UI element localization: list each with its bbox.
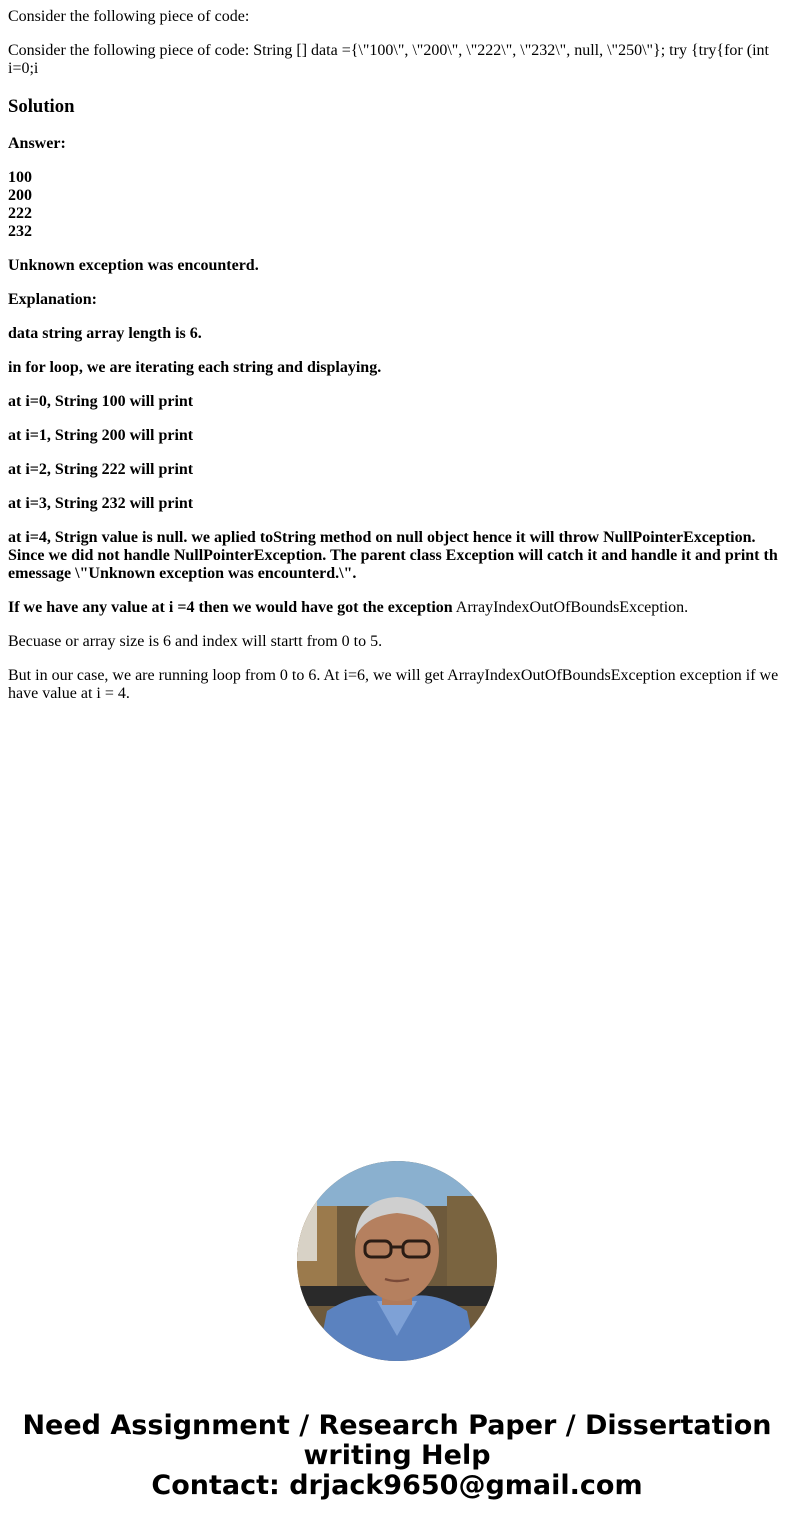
output-line: 100 <box>8 169 32 186</box>
exception-note-bold: If we have any value at i =4 then we would have got the exception <box>8 599 453 616</box>
question-title: Consider the following piece of code: <box>8 8 250 25</box>
explanation-item: at i=1, String 200 will print <box>8 427 194 444</box>
promo-banner <box>0 1411 794 1501</box>
document-body <box>0 8 794 703</box>
author-avatar <box>297 1161 497 1361</box>
explanation-item: at i=2, String 222 will print <box>8 461 194 478</box>
solution-heading: Solution <box>8 96 75 117</box>
promo-line: Need Assignment / Research Paper / Dissertation <box>22 1410 772 1441</box>
promo-section <box>0 1161 794 1501</box>
output-line: 200 <box>8 187 32 204</box>
explanation-label: Explanation: <box>8 291 97 308</box>
explanation-item: in for loop, we are iterating each string and displaying. <box>8 359 382 376</box>
explanation-item: at i=3, String 232 will print <box>8 495 194 512</box>
exception-note-normal: ArrayIndexOutOfBoundsException. <box>452 599 689 616</box>
array-size-note: Becuase or array size is 6 and index will startt from 0 to 5. <box>8 633 383 650</box>
answer-label: Answer: <box>8 135 66 152</box>
explanation-item: at i=4, Strign value is null. we aplied toString method on null object hence it will throw NullPointerException. Since we did not handle NullPointerException. The parent class Exception will catch it and handle it and print th emessage \"Unknown exception was encounterd.\". <box>8 529 778 582</box>
answer-output <box>8 169 786 241</box>
exception-line: Unknown exception was encounterd. <box>8 257 259 274</box>
promo-contact: Contact: drjack9650@gmail.com <box>151 1470 643 1501</box>
loop-note: But in our case, we are running loop from 0 to 6. At i=6, we will get ArrayIndexOutOfBoundsException exception if we have value at i = 4. <box>8 667 779 702</box>
explanation-item: data string array length is 6. <box>8 325 202 342</box>
exception-note <box>8 599 786 617</box>
explanation-item: at i=0, String 100 will print <box>8 393 194 410</box>
promo-line: writing Help <box>303 1440 491 1471</box>
question-body: Consider the following piece of code: String [] data ={\"100\", \"200\", \"222\", \"232\", null, \"250\"}; try {try{for (int i=0;i <box>8 42 769 77</box>
output-line: 222 <box>8 205 32 222</box>
output-line: 232 <box>8 223 32 240</box>
